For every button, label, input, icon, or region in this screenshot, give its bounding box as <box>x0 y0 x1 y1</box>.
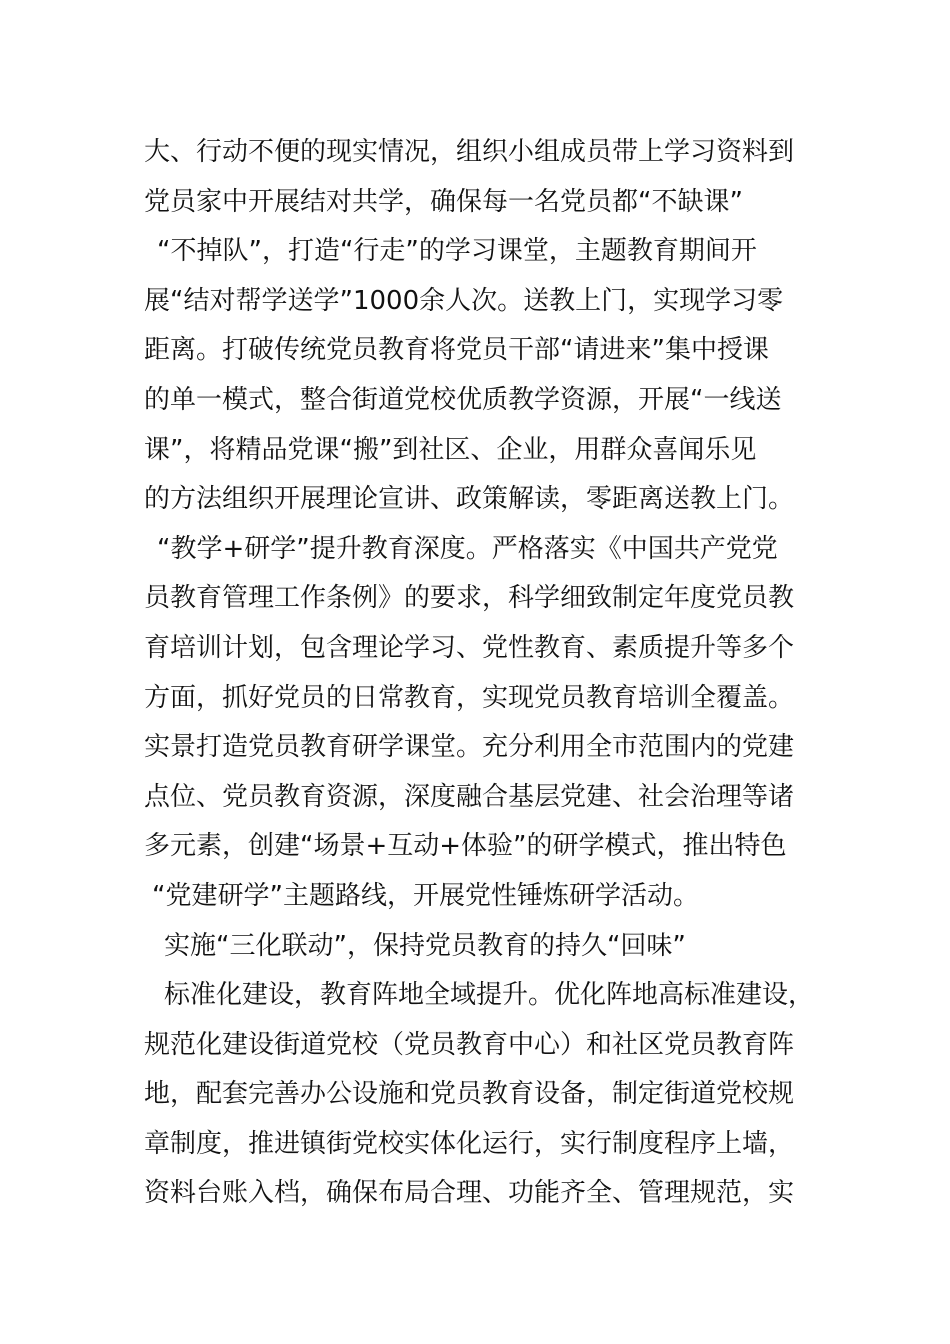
text-line: 方面，抓好党员的日常教育，实现党员教育培训全覆盖。 <box>144 682 795 713</box>
text-line: 多元素，创建“场景+互动+体验”的研学模式，推出特色 <box>144 831 787 862</box>
text-line: 规范化建设街道党校（党员教育中心）和社区党员教育阵 <box>144 1029 795 1060</box>
paragraph-heading: 标准化建设，教育阵地全域提升。优化阵地高标准建设， <box>164 980 815 1011</box>
text-line: 的方法组织开展理论宣讲、政策解读，零距离送教上门。 <box>144 484 795 515</box>
text-line: 章制度，推进镇街党校实体化运行，实行制度程序上墙， <box>144 1128 795 1159</box>
text-line: 的单一模式，整合街道党校优质教学资源，开展“一线送 <box>144 384 782 415</box>
text-line: 距离。打破传统党员教育将党员干部“请进来”集中授课 <box>144 335 769 366</box>
paragraph-heading: “教学+研学”提升教育深度。严格落实《中国共产党党 <box>157 533 778 564</box>
body-text <box>144 128 816 1219</box>
text-line: 实景打造党员教育研学课堂。充分利用全市范围内的党建 <box>144 732 795 763</box>
text-line: 大、行动不便的现实情况，组织小组成员带上学习资料到 <box>144 137 795 167</box>
text-line: 课”，将精品党课“搬”到社区、企业，用群众喜闻乐见 <box>144 434 757 465</box>
section-heading: 实施“三化联动”，保持党员教育的持久“回味” <box>164 930 686 961</box>
text-line: “党建研学”主题路线，开展党性锤炼研学活动。 <box>152 880 699 911</box>
text-line: 点位、党员教育资源，深度融合基层党建、社会治理等诸 <box>144 781 795 812</box>
text-line: 地，配套完善办公设施和党员教育设备，制定街道党校规 <box>144 1079 795 1110</box>
text-line: 育培训计划，包含理论学习、党性教育、素质提升等多个 <box>144 632 795 663</box>
text-line: 员教育管理工作条例》的要求，科学细致制定年度党员教 <box>144 583 795 614</box>
text-line: 资料台账入档，确保布局合理、功能齐全、管理规范，实 <box>144 1178 795 1209</box>
text-line: 党员家中开展结对共学，确保每一名党员都“不缺课” <box>144 186 743 217</box>
text-line: 展“结对帮学送学”1000余人次。送教上门，实现学习零 <box>144 285 784 316</box>
text-line: “不掉队”，打造“行走”的学习课堂，主题教育期间开 <box>157 236 757 267</box>
